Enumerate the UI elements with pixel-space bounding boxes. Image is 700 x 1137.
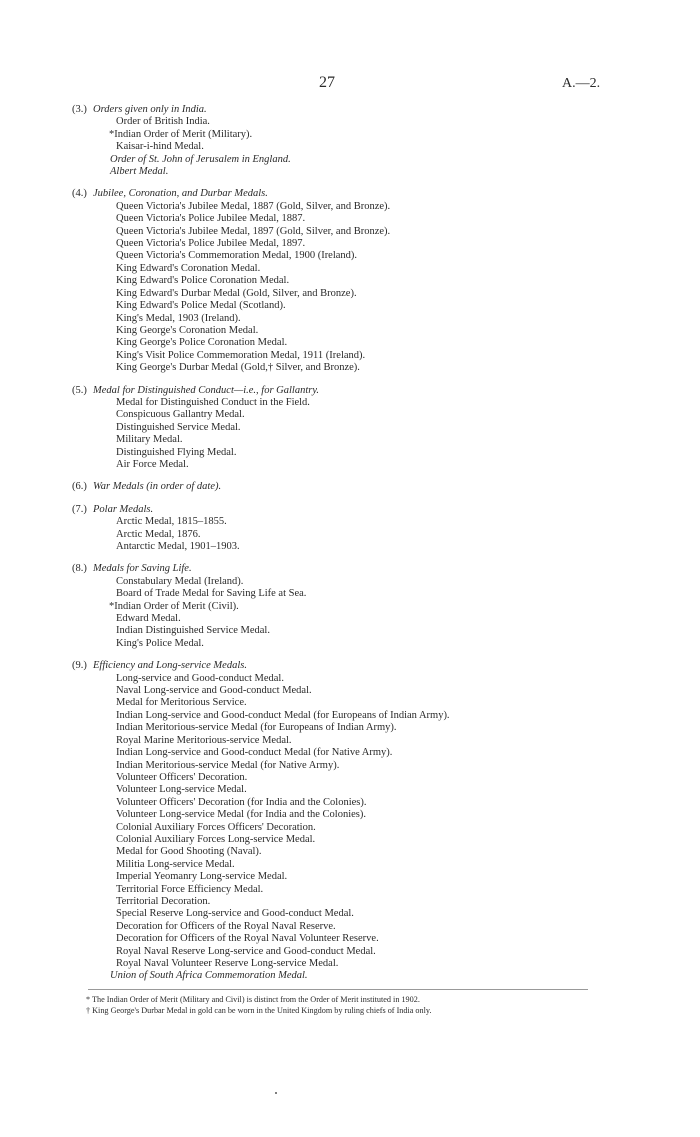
section	[72, 660, 672, 983]
section-title: Jubilee, Coronation, and Durbar Medals.	[93, 188, 268, 200]
section-heading	[72, 660, 672, 672]
section-heading	[72, 504, 672, 516]
section-number: (7.)	[72, 503, 87, 515]
list-item: Volunteer Long-service Medal.	[116, 784, 247, 796]
medal-list	[72, 104, 672, 993]
footnote-durbar-gold: † King George's Durbar Medal in gold can be worn in the United Kingdom by ruling chiefs of India only.	[86, 1006, 432, 1015]
list-item: Royal Naval Reserve Long-service and Good-conduct Medal.	[116, 945, 376, 957]
section-heading	[72, 104, 672, 116]
footnotes	[86, 994, 646, 1016]
list-item: Territorial Decoration.	[116, 895, 211, 907]
list-item: Queen Victoria's Jubilee Medal, 1897 (Gold, Silver, and Bronze).	[116, 225, 391, 237]
section-title: Polar Medals.	[93, 503, 154, 515]
section	[72, 385, 672, 472]
footnote-military-civil: * The Indian Order of Merit (Military and Civil) is distinct from the Order of Merit instituted in 1902.	[86, 995, 420, 1004]
list-item: Albert Medal.	[110, 166, 169, 178]
list-item: Distinguished Service Medal.	[116, 421, 241, 433]
list-item: King George's Police Coronation Medal.	[116, 337, 288, 349]
list-item: *Indian Order of Merit (Military).	[109, 128, 253, 140]
section	[72, 504, 672, 554]
list-item: Military Medal.	[116, 434, 183, 446]
section-title: Efficiency and Long-service Medals.	[93, 660, 247, 672]
list-item: King Edward's Coronation Medal.	[116, 262, 261, 274]
section-number: (5.)	[72, 384, 87, 396]
list-item: Edward Medal.	[116, 613, 181, 625]
list-item: Volunteer Officers' Decoration (for India and the Colonies).	[116, 796, 367, 808]
list-item: Indian Meritorious-service Medal (for Europeans of Indian Army).	[116, 722, 397, 734]
list-item: King Edward's Police Medal (Scotland).	[116, 300, 286, 312]
list-item: Conspicuous Gallantry Medal.	[116, 409, 245, 421]
list-item: Imperial Yeomanry Long-service Medal.	[116, 871, 288, 883]
list-item: Militia Long-service Medal.	[116, 858, 235, 870]
list-item: Indian Distinguished Service Medal.	[116, 625, 270, 637]
list-item: *Indian Order of Merit (Civil).	[109, 600, 239, 612]
list-item: Colonial Auxiliary Forces Officers' Decoration.	[116, 821, 316, 833]
section-heading	[72, 188, 672, 200]
list-item: King George's Coronation Medal.	[116, 324, 259, 336]
list-item: Union of South Africa Commemoration Medal.	[110, 970, 308, 982]
section-heading	[72, 563, 672, 575]
list-item: Royal Marine Meritorious-service Medal.	[116, 734, 292, 746]
list-item: Indian Long-service and Good-conduct Medal (for Native Army).	[116, 747, 393, 759]
list-item: Kaisar-i-hind Medal.	[116, 141, 204, 153]
list-item: King's Police Medal.	[116, 637, 204, 649]
document-reference: A.—2.	[562, 76, 601, 91]
list-item: King George's Durbar Medal (Gold,† Silver, and Bronze).	[116, 362, 360, 374]
section-title: War Medals (in order of date).	[93, 481, 222, 493]
list-item: Order of St. John of Jerusalem in England.	[110, 153, 291, 165]
list-item: Special Reserve Long-service and Good-conduct Medal.	[116, 908, 354, 920]
list-item: Decoration for Officers of the Royal Naval Reserve.	[116, 920, 336, 932]
section-number: (3.)	[72, 104, 87, 115]
section-title: Orders given only in India.	[93, 104, 207, 115]
list-item: Queen Victoria's Police Jubilee Medal, 1887.	[116, 213, 306, 225]
section-number: (9.)	[72, 660, 87, 672]
list-item: Volunteer Long-service Medal (for India and the Colonies).	[116, 809, 366, 821]
list-item: Air Force Medal.	[116, 458, 189, 470]
list-item: Antarctic Medal, 1901–1903.	[116, 541, 240, 552]
list-item: Indian Long-service and Good-conduct Medal (for Europeans of Indian Army).	[116, 709, 450, 721]
page-mark-dot	[275, 1092, 277, 1094]
section-number: (8.)	[72, 563, 87, 575]
page-number: 27	[319, 74, 335, 91]
footnote-divider	[88, 989, 588, 990]
section-heading	[72, 481, 672, 493]
list-item: Indian Meritorious-service Medal (for Native Army).	[116, 759, 340, 771]
section	[72, 563, 672, 650]
list-item: King's Medal, 1903 (Ireland).	[116, 312, 241, 324]
list-item: Board of Trade Medal for Saving Life at Sea.	[116, 588, 307, 600]
section-number: (4.)	[72, 188, 87, 200]
section-number: (6.)	[72, 481, 87, 493]
list-item: Colonial Auxiliary Forces Long-service Medal.	[116, 833, 316, 845]
list-item: King Edward's Durbar Medal (Gold, Silver, and Bronze).	[116, 287, 357, 299]
list-item: Medal for Good Shooting (Naval).	[116, 846, 262, 858]
list-item: Constabulary Medal (Ireland).	[116, 575, 244, 587]
section-title: Medal for Distinguished Conduct—i.e., for Gallantry.	[93, 384, 320, 396]
section	[72, 104, 672, 178]
list-item: Decoration for Officers of the Royal Naval Volunteer Reserve.	[116, 933, 379, 945]
section-title: Medals for Saving Life.	[93, 563, 192, 575]
list-item: Medal for Meritorious Service.	[116, 697, 247, 709]
list-item: Royal Naval Volunteer Reserve Long-service Medal.	[116, 958, 339, 969]
list-item: Arctic Medal, 1815–1855.	[116, 516, 227, 528]
list-item: Queen Victoria's Jubilee Medal, 1887 (Gold, Silver, and Bronze).	[116, 200, 391, 212]
list-item: Queen Victoria's Commemoration Medal, 1900 (Ireland).	[116, 250, 358, 262]
list-item: Volunteer Officers' Decoration.	[116, 771, 248, 783]
list-item: Arctic Medal, 1876.	[116, 528, 201, 540]
list-item: King's Visit Police Commemoration Medal, 1911 (Ireland).	[116, 349, 366, 361]
list-item: Long-service and Good-conduct Medal.	[116, 672, 284, 684]
list-item: Medal for Distinguished Conduct in the Field.	[116, 396, 310, 408]
section-heading	[72, 385, 672, 397]
section	[72, 188, 672, 374]
list-item: Queen Victoria's Police Jubilee Medal, 1897.	[116, 238, 306, 250]
list-item: Order of British India.	[116, 116, 210, 128]
section	[72, 481, 672, 493]
list-item: Territorial Force Efficiency Medal.	[116, 883, 264, 895]
list-item: King Edward's Police Coronation Medal.	[116, 275, 290, 287]
list-item: Distinguished Flying Medal.	[116, 446, 237, 458]
list-item: Naval Long-service and Good-conduct Medal.	[116, 685, 312, 697]
